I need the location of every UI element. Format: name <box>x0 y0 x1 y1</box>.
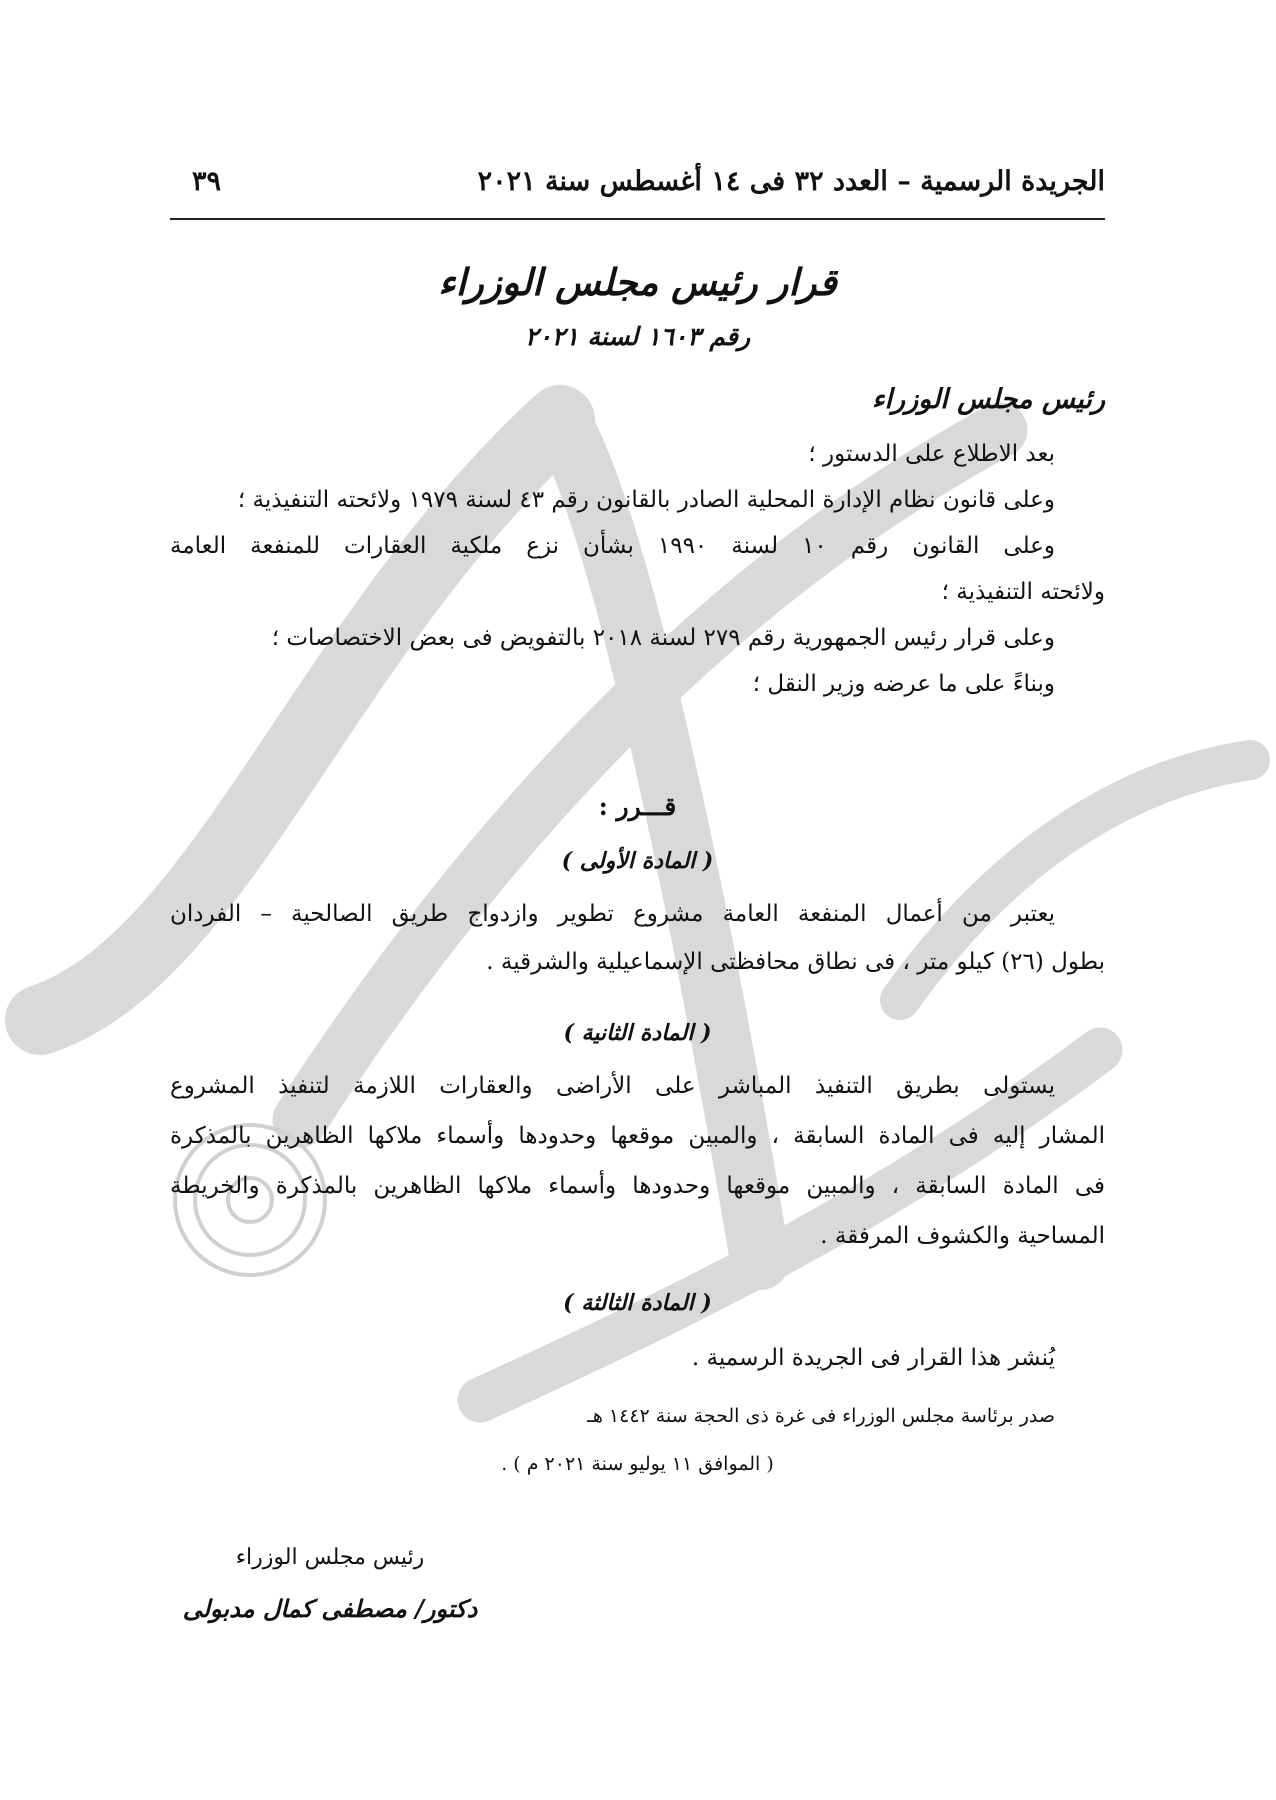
preamble-line: وعلى قرار رئيس الجمهورية رقم ٢٧٩ لسنة ٢٠١٨ بالتفويض فى بعض الاختصاصات ؛ <box>271 625 1055 651</box>
signatory-title: رئيس مجلس الوزراء <box>235 1545 425 1570</box>
gazette-header-title: الجريدة الرسمية – العدد ٣٢ فى ١٤ أغسطس سنة ٢٠٢١ <box>477 166 1105 197</box>
article-line: يستولى بطريق التنفيذ المباشر على الأراضى والعقارات اللازمة لتنفيذ المشروع <box>170 1073 1055 1099</box>
article-2-heading: ( المادة الثانية ) <box>563 1020 712 1046</box>
article-3-heading: ( المادة الثالثة ) <box>563 1290 712 1316</box>
article-line: بطول (٢٦) كيلو متر ، فى نطاق محافظتى الإسماعيلية والشرقية . <box>486 949 1105 975</box>
article-line: يُنشر هذا القرار فى الجريدة الرسمية . <box>691 1345 1055 1371</box>
signatory-name: دكتور/ مصطفى كمال مدبولى <box>182 1594 478 1623</box>
preamble-line: وبناءً على ما عرضه وزير النقل ؛ <box>752 671 1055 697</box>
article-line: المساحية والكشوف المرفقة . <box>820 1223 1105 1249</box>
decree-number: رقم ١٦٠٣ لسنة ٢٠٢١ <box>524 322 751 351</box>
issuer-heading: رئيس مجلس الوزراء <box>871 384 1105 415</box>
article-line: يعتبر من أعمال المنفعة العامة مشروع تطوير وازدواج طريق الصالحية – الفردان <box>170 901 1055 927</box>
article-line: المشار إليه فى المادة السابقة ، والمبين موقعها وحدودها وأسماء ملاكها الظاهرين بالمذكرة <box>170 1123 1105 1149</box>
article-1-heading: ( المادة الأولى ) <box>561 848 714 874</box>
signature-block <box>170 1545 490 1623</box>
document-page <box>170 160 1105 1760</box>
decree-title: قرار رئيس مجلس الوزراء <box>438 260 837 304</box>
page-header <box>170 160 1105 220</box>
article-line: فى المادة السابقة ، والمبين موقعها وحدودها وأسماء ملاكها الظاهرين بالمذكرة والخريطة <box>170 1173 1105 1199</box>
preamble-line: وعلى قانون نظام الإدارة المحلية الصادر بالقانون رقم ٤٣ لسنة ١٩٧٩ ولائحته التنفيذية ؛ <box>237 487 1055 513</box>
preamble-line: وعلى القانون رقم ١٠ لسنة ١٩٩٠ بشأن نزع ملكية العقارات للمنفعة العامة <box>170 533 1056 559</box>
issuance-line: ( الموافق ١١ يوليو سنة ٢٠٢١ م ) . <box>501 1453 774 1475</box>
page-number: ٣٩ <box>192 166 222 197</box>
decided-heading: قـــرر : <box>598 792 677 821</box>
issuance-line: صدر برئاسة مجلس الوزراء فى غرة ذى الحجة سنة ١٤٤٢ هـ <box>587 1405 1055 1427</box>
preamble-line: ولائحته التنفيذية ؛ <box>941 579 1105 605</box>
preamble-line: بعد الاطلاع على الدستور ؛ <box>808 441 1055 467</box>
